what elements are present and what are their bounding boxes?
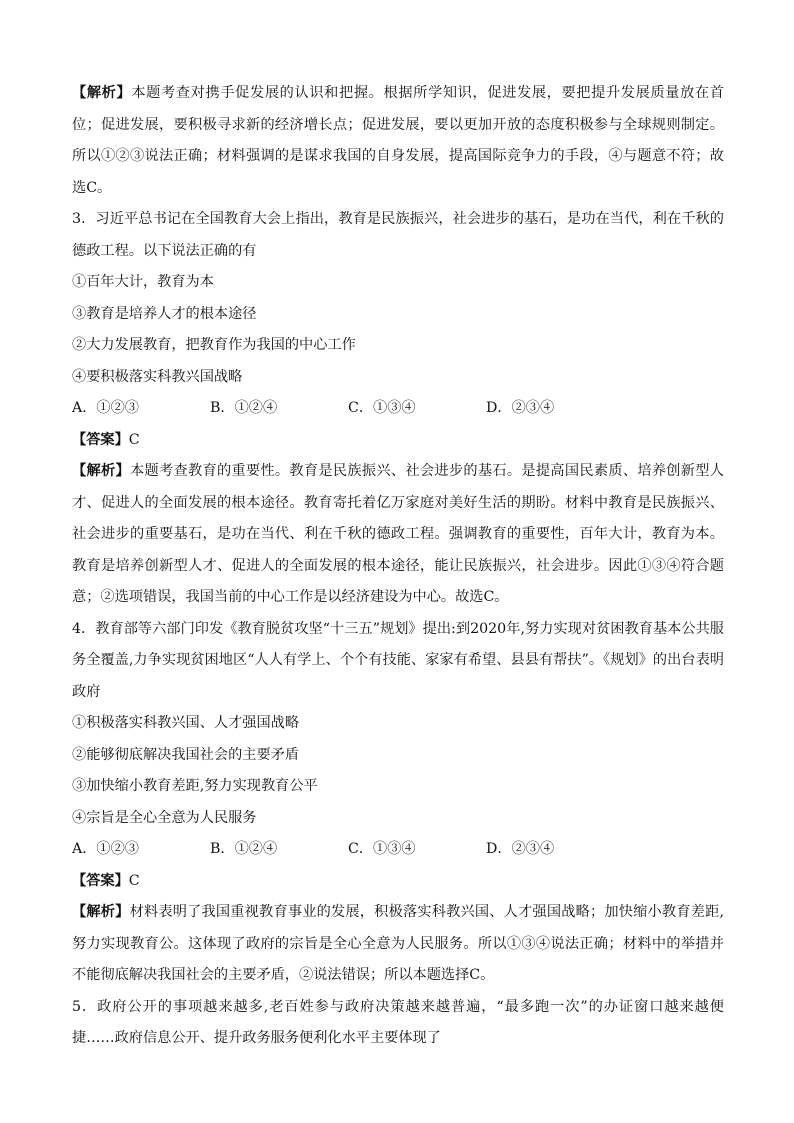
q3-option-d: D．②③④ <box>486 400 555 416</box>
q4-analysis <box>72 897 724 992</box>
q4-option-c: C．①③④ <box>348 841 416 857</box>
q4-answer <box>72 866 724 898</box>
analysis-text: 本题考查教育的重要性。教育是民族振兴、社会进步的基石。是提高国民素质、培养创新型人才、促进人的全面发展的根本途径。教育寄托着亿万家庭对美好生活的期盼。材料中教育是民族振兴、社会进步的重要基石，是功在当代、利在千秋的德政工程。强调教育的重要性，百年大计，教育为本。教育是培养创新型人才、促进人的全面发展的根本途径，能让民族振兴，社会进步。因此①③④符合题意；②选项错误，我国当前的中心工作是以经济建设为中心。故选C。 <box>72 463 724 605</box>
page-content <box>72 78 724 1055</box>
analysis-tag: 【解析】 <box>72 85 132 101</box>
q3-item: ④要积极落实科教兴国战略 <box>72 368 243 385</box>
q3-analysis <box>72 456 724 614</box>
analysis-tag: 【解析】 <box>72 463 130 479</box>
analysis-tag: 【解析】 <box>72 904 130 920</box>
q3-item: ②大力发展教育，把教育作为我国的中心工作 <box>72 337 356 353</box>
q3-option-b: B．①②④ <box>210 400 278 416</box>
analysis-text: 本题考查对携手促发展的认识和把握。根据所学知识，促进发展，要把提升发展质量放在首位；促进发展，要积极寻求新的经济增长点；促进发展，要以更加开放的态度积极参与全球规则制定。所以①②③说法正确；材料强调的是谋求我国的自身发展，提高国际竞争力的手段，④与题意不符；故选C。 <box>72 85 724 196</box>
q4-stem: 4．教育部等六部门印发《教育脱贫攻坚“十三五”规划》提出:到2020年,努力实现对贫困教育基本公共服务全覆盖,力争实现贫困地区“人人有学上、个个有技能、家家有希望、县县有帮扶”。《规划》的出台表明政府 <box>72 620 724 700</box>
q3-option-c: C．①③④ <box>348 400 416 416</box>
q4-option-b: B．①②④ <box>210 841 278 857</box>
q3-options <box>72 393 724 425</box>
q2-analysis <box>72 78 724 204</box>
answer-tag: 【答案】 <box>72 872 129 889</box>
q4-item: ③加快缩小教育差距,努力实现教育公平 <box>72 778 318 794</box>
q4-options <box>72 834 724 866</box>
answer-value: C <box>128 872 140 889</box>
answer-value: C <box>128 431 140 448</box>
q3-stem: 3．习近平总书记在全国教育大会上指出，教育是民族振兴，社会进步的基石，是功在当代，利在千秋的德政工程。以下说法正确的有 <box>72 211 724 259</box>
q4-item: ②能够彻底解决我国社会的主要矛盾 <box>72 746 300 763</box>
answer-tag: 【答案】 <box>72 431 129 448</box>
q5-stem: 5．政府公开的事项越来越多,老百姓参与政府决策越来越普遍，“最多跑一次”的办证窗口越来越便捷……政府信息公开、提升政务服务便利化水平主要体现了 <box>72 998 724 1046</box>
analysis-text: 材料表明了我国重视教育事业的发展，积极落实科教兴国、人才强国战略；加快缩小教育差距,努力实现教育公。这体现了政府的宗旨是全心全意为人民服务。所以①③④说法正确；材料中的举措并不能彻底解决我国社会的主要矛盾，②说法错误；所以本题选择C。 <box>72 904 724 983</box>
q3-option-a: A．①②③ <box>72 400 139 416</box>
q4-item: ①积极落实科教兴国、人才强国战略 <box>72 715 300 731</box>
q4-option-d: D．②③④ <box>486 841 555 857</box>
q4-item: ④宗旨是全心全意为人民服务 <box>72 809 257 826</box>
q3-item: ①百年大计，教育为本 <box>72 274 214 290</box>
q3-answer <box>72 425 724 457</box>
q3-item: ③教育是培养人才的根本途径 <box>72 305 257 322</box>
q4-option-a: A．①②③ <box>72 841 139 857</box>
